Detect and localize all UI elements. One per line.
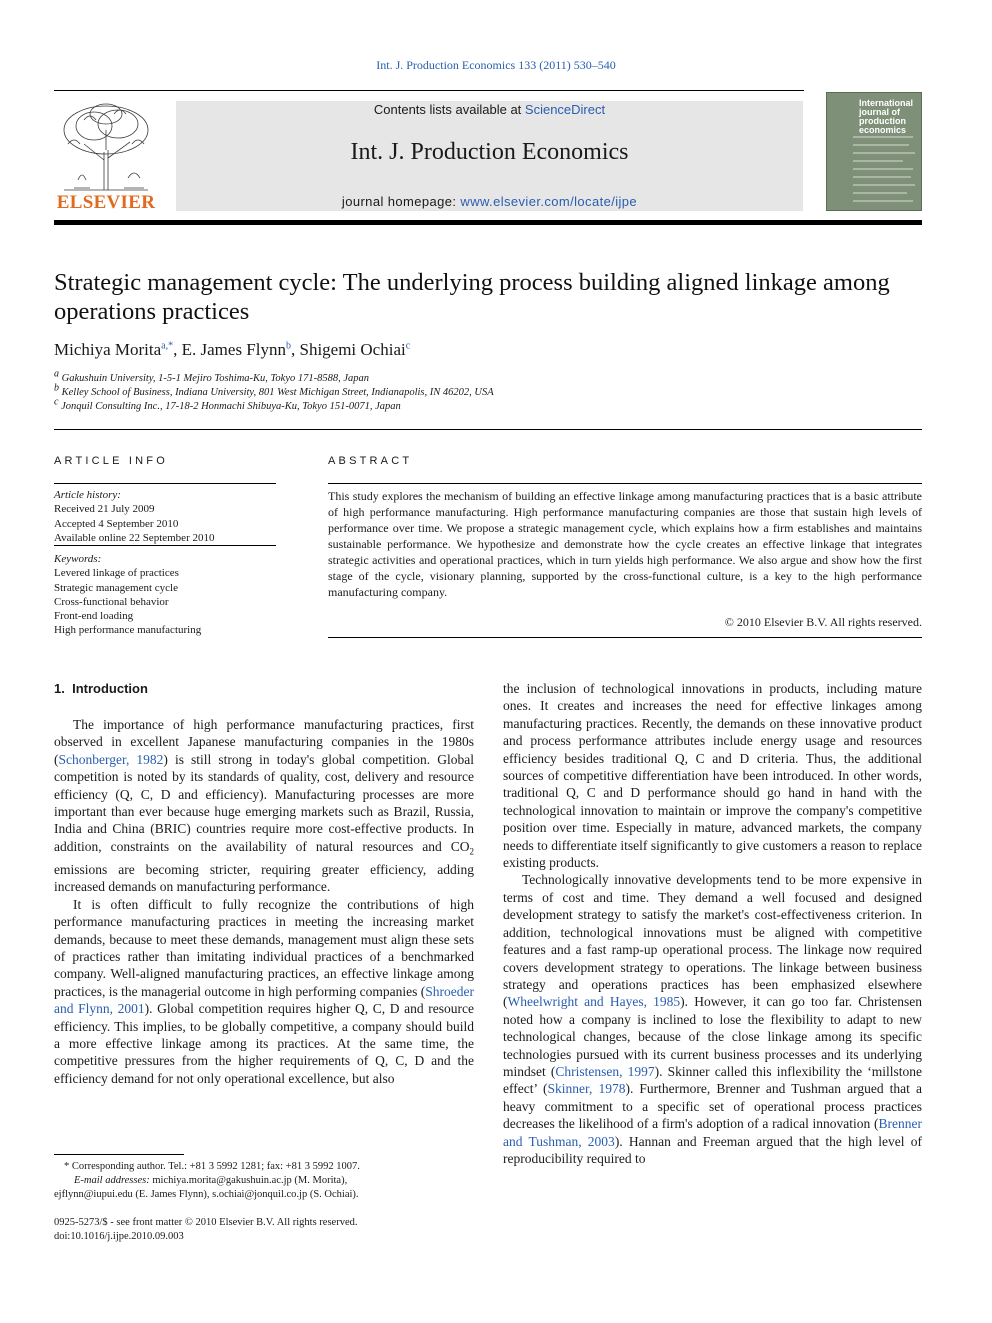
contents-line: Contents lists available at ScienceDirect	[373, 102, 606, 117]
copyright-notice: © 2010 Elsevier B.V. All rights reserved.	[724, 615, 922, 629]
author-affiliation-mark[interactable]: b	[285, 340, 291, 352]
journal-name: Int. J. Production Economics	[350, 139, 629, 165]
elsevier-logo[interactable]	[54, 100, 158, 214]
front-matter-note	[54, 1216, 474, 1244]
abstract-heading: ABSTRACT	[328, 455, 413, 467]
subscript: 2	[469, 846, 474, 857]
journal-citation[interactable]: Int. J. Production Economics 133 (2011) 530–540	[376, 58, 616, 72]
paragraph: the inclusion of technological innovations in products, including mature ones. It creates and increases the need for effective linkages among manufacturing practices. Recently, the demands on these innovative product and process performance attributes include energy usage and resources efficiency besides traditional Q, C and D criteria. Thus, the additional sources of competitive differentiation have been introduced. In other words, traditional Q, C and D performance should go hand in hand with the technological innovation to maintain or improve the company's competitive position over time. Especially in mature, advanced markets, the company needs to differentiate itself significantly to give customers a reason to replace existing products.	[503, 681, 922, 871]
body-column-left	[54, 716, 474, 1087]
doi-link[interactable]: doi:10.1016/j.ijpe.2010.09.003	[54, 1231, 184, 1242]
history-item: Accepted 4 September 2010	[54, 517, 179, 530]
keyword: Levered linkage of practices	[54, 567, 179, 580]
author-name: Michiya Morita	[54, 340, 162, 359]
sciencedirect-link[interactable]: ScienceDirect	[524, 102, 606, 117]
paragraph: It is often difficult to fully recognize the contributions of high performance manufacturing practices in meeting the increasing market demands, because to meet these demands, management must align these sets of practices rather than imitating individual practices of a benchmarked company. Well-aligned manufacturing practices, an effective linkage among practices, is the managerial outcome in high performing companies (Shroeder and Flynn, 2001). Global competition requires higher Q, C, D and resource efficiency. This implies, to be globally competitive, a company should build a more effective linkage among its practices. At the same time, the competitive pressures from the higher requirements of Q, C, D and the efficiency demand for not only operational excellence, but also	[54, 896, 474, 1086]
corresponding-author-footnote: * Corresponding author. Tel.: +81 3 5992 1281; fax: +81 3 5992 1007. E-mail addresses: michiya.morita@gakushuin.ac.jp (M. Morita), ejflynn@iupui.edu (E. James Flynn), s.ochiai@jonquil.co.jp (S. Ochiai).	[54, 1161, 360, 1200]
abstract-rule	[328, 637, 922, 638]
citation-link[interactable]: Skinner, 1978	[547, 1081, 626, 1097]
publisher-name: ELSEVIER	[56, 192, 156, 213]
author-name: Shigemi Ochiai	[299, 340, 406, 359]
keyword: High performance manufacturing	[54, 624, 202, 637]
author-name: E. James Flynn	[181, 340, 286, 359]
history-item: Available online 22 September 2010	[54, 531, 215, 544]
section-heading: 1. Introduction	[54, 681, 148, 696]
body-column-right	[503, 680, 922, 1167]
citation-link[interactable]: Wheelwright and Hayes, 1985	[507, 994, 681, 1010]
issn-line: 0925-5273/$ - see front matter © 2010 Elsevier B.V. All rights reserved.	[54, 1217, 358, 1228]
history-label: Article history:	[54, 489, 121, 501]
citation-link[interactable]: Brenner and Tushman, 2003	[503, 1116, 922, 1149]
email-link[interactable]: ejflynn@iupui.edu (E. James Flynn), s.ochiai@jonquil.co.jp (S. Ochiai).	[54, 1189, 359, 1200]
email-link[interactable]: michiya.morita@gakushuin.ac.jp (M. Morita),	[152, 1175, 348, 1186]
cover-title: International journal of production economics	[859, 98, 914, 135]
header-rule	[54, 220, 922, 225]
banner-top-rule	[54, 90, 804, 91]
affiliation: $^b$ Kelley School of Business, Indiana University, 801 West Michigan Street, Indianapolis, IN 46202, USA	[54, 382, 494, 398]
homepage-line: journal homepage: www.elsevier.com/locate/ijpe	[341, 194, 638, 209]
footnote-rule	[54, 1154, 184, 1155]
author-list: Michiya Morita$^{a,*}$, E. James Flynn$^b$, Shigemi Ochiai$^c$	[54, 340, 411, 359]
article-history	[54, 488, 214, 545]
abstract-rule	[328, 483, 922, 484]
citation-link[interactable]: Shroeder and Flynn, 2001	[54, 983, 474, 1017]
keyword: Front-end loading	[54, 610, 134, 623]
journal-banner	[176, 101, 803, 211]
tree-logo-icon	[54, 100, 158, 192]
affiliation: $^a$ Gakushuin University, 1-5-1 Mejiro Toshima-Ku, Tokyo 171-8588, Japan	[54, 368, 370, 384]
abstract-text: This study explores the mechanism of building an effective linkage among manufacturing practices that is a basic attribute of high performance manufacturing. High performance manufacturing companies are those that sustain high levels of performance over time. We propose a strategic management cycle, which explains how a firm establishes and maintains sustainable performance. We hypothesize and demonstrate how the cycle creates an effective linkage that integrates strategic activities and operational practices, which in turn yields high performance. We also argue and show how the first stage of the cycle, visionary planning, supported by the cross-functional culture, is a key to the high performance manufacturing company.	[328, 489, 922, 599]
keyword: Strategic management cycle	[54, 581, 178, 594]
keyword: Cross-functional behavior	[54, 595, 169, 608]
paragraph: The importance of high performance manufacturing practices, first observed in excellent Japanese manufacturing companies in the 1980s (Schonberger, 1982) is still strong in today's global competition. Global competition is noted by its standards of quality, cost, delivery and resource efficiency (Q, C, D and efficiency). Manufacturing processes are more important than ever because huge emerging markets such as Brazil, Russia, India and China (BRIC) countries require more cost-effective products. In addition, constraints on the availability of natural resources and $CO_2$ emissions are becoming stricter, requiring greater efficiency, adding increased demands on manufacturing performance.	[54, 717, 474, 895]
paragraph: Technologically innovative developments tend to be more expensive in terms of cost and time. They demand a well focused and designed development strategy to satisfy the market's cost-effectiveness criterion. In addition, technological innovations must be aligned with competitive features and a fast ramp-up operational process. The linkage now required covers development strategy to operations. The linkage between business strategy and operations practices has been emphasized elsewhere (Wheelwright and Hayes, 1985). However, it can go too far. Christensen noted how a company is inclined to lose the flexibility to adapt to new technological changes, because of the close linkage among its specific technologies pursued with its current business processes and its underlying mindset (Christensen, 1997). Skinner called this inflexibility the ‘millstone effect’ (Skinner, 1978). Furthermore, Brenner and Tushman argued that a heavy commitment to a specific set of operational process practices decreases the likelihood of a firm's adoption of a radical innovation (Brenner and Tushman, 2003). Hannan and Freeman argued that the high level of reproducibility required to	[503, 872, 923, 1166]
article-info-rule	[54, 545, 276, 546]
affiliation: $^c$ Jonquil Consulting Inc., 17-18-2 Honmachi Shibuya-Ku, Tokyo 151-0071, Japan	[54, 396, 401, 412]
article-info-rule	[54, 483, 276, 484]
author-affiliation-mark[interactable]: a,*	[161, 340, 174, 352]
citation-link[interactable]: Schonberger, 1982	[58, 751, 164, 767]
history-item: Received 21 July 2009	[54, 503, 155, 516]
section-rule	[54, 429, 922, 430]
article-title: Strategic management cycle: The underlying process building aligned linkage among operations practices	[54, 269, 890, 325]
article-info-heading: ARTICLE INFO	[54, 455, 168, 467]
keywords	[54, 552, 201, 638]
keywords-label: Keywords:	[54, 553, 102, 565]
citation-link[interactable]: Christensen, 1997	[555, 1063, 655, 1079]
journal-cover-thumbnail[interactable]	[826, 92, 922, 211]
author-affiliation-mark[interactable]: c	[405, 340, 411, 352]
homepage-link[interactable]: www.elsevier.com/locate/ijpe	[460, 194, 638, 209]
cover-contents-lines	[853, 133, 919, 207]
